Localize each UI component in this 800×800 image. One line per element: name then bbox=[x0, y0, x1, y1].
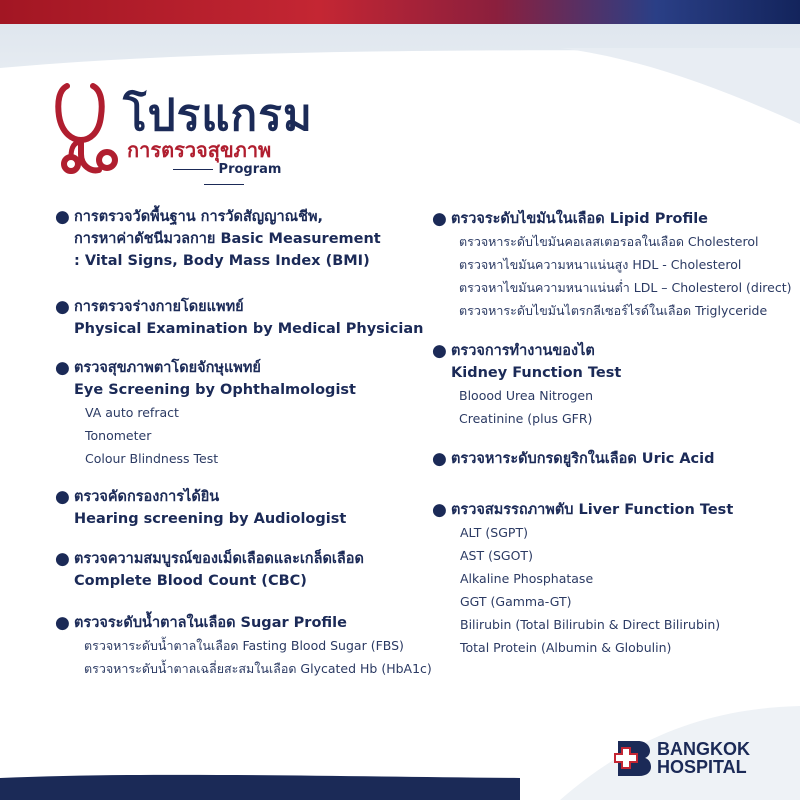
list-item-sugar-profile bbox=[55, 612, 432, 680]
sub-item: ตรวจหาระดับไขมันคอเลสเตอรอลในเลือด Cholesterol bbox=[459, 234, 759, 249]
divider bbox=[173, 169, 213, 170]
item-heading: ตรวจการทำงานของไต bbox=[451, 343, 595, 359]
page-title: โปรแกรม bbox=[123, 90, 313, 141]
item-heading: ตรวจหาระดับกรดยูริกในเลือด Uric Acid bbox=[451, 451, 715, 467]
list-item-physical-exam bbox=[55, 296, 425, 340]
stethoscope-icon bbox=[55, 80, 121, 180]
sub-item: ตรวจหาระดับน้ำตาลเฉลี่ยสะสมในเลือด Glycated Hb (HbA1c) bbox=[84, 661, 432, 676]
sub-item: GGT (Gamma-GT) bbox=[460, 594, 572, 609]
bullet-icon: ● bbox=[55, 297, 70, 317]
list-item-uric-acid bbox=[432, 448, 792, 470]
item-heading: ตรวจสุขภาพตาโดยจักษุแพทย์ bbox=[74, 360, 261, 376]
bullet-icon: ● bbox=[432, 209, 447, 229]
bullet-icon: ● bbox=[55, 487, 70, 507]
page-subtitle: การตรวจสุขภาพ bbox=[127, 138, 272, 162]
item-heading: ตรวจความสมบูรณ์ของเม็ดเลือดและเกล็ดเลือด bbox=[74, 551, 364, 567]
right-column bbox=[432, 206, 792, 659]
program-label-row bbox=[141, 162, 307, 192]
list-item-cbc bbox=[55, 548, 425, 592]
sub-item: VA auto refract bbox=[85, 405, 179, 420]
list-item-basic-measurement bbox=[55, 206, 425, 272]
item-heading: ตรวจระดับไขมันในเลือด Lipid Profile bbox=[451, 211, 708, 227]
item-heading: : Vital Signs, Body Mass Index (BMI) bbox=[74, 253, 370, 269]
bullet-icon: ● bbox=[432, 500, 447, 520]
item-heading: ตรวจคัดกรองการได้ยิน bbox=[74, 489, 220, 505]
sub-item: Alkaline Phosphatase bbox=[460, 571, 594, 586]
item-heading: Physical Examination by Medical Physician bbox=[74, 321, 424, 337]
item-heading: การหาค่าดัชนีมวลกาย Basic Measurement bbox=[74, 231, 381, 247]
bullet-icon: ● bbox=[55, 358, 70, 378]
sub-item: ตรวจหาระดับน้ำตาลในเลือด Fasting Blood Sugar (FBS) bbox=[84, 638, 404, 653]
bangkok-hospital-logo-icon bbox=[614, 739, 652, 777]
program-header bbox=[55, 80, 355, 190]
logo-line-2: HOSPITAL bbox=[657, 757, 747, 777]
item-heading: ตรวจระดับน้ำตาลในเลือด Sugar Profile bbox=[74, 615, 347, 631]
item-heading: Hearing screening by Audiologist bbox=[74, 511, 347, 527]
bullet-icon: ● bbox=[55, 207, 70, 227]
sub-item: ALT (SGPT) bbox=[460, 525, 528, 540]
list-item-liver-function bbox=[432, 499, 792, 659]
list-item-hearing bbox=[55, 486, 425, 530]
sub-item: ตรวจหาไขมันความหนาแน่นต่ำ LDL – Cholesterol (direct) bbox=[459, 280, 792, 295]
sub-item: Bilirubin (Total Bilirubin & Direct Bilirubin) bbox=[460, 617, 721, 632]
sub-item: Bloood Urea Nitrogen bbox=[459, 388, 594, 403]
bullet-icon: ● bbox=[55, 549, 70, 569]
item-heading: การตรวจร่างกายโดยแพทย์ bbox=[74, 299, 244, 315]
sub-item: Creatinine (plus GFR) bbox=[459, 411, 593, 426]
list-item-eye-screening bbox=[55, 357, 425, 470]
program-label: Program bbox=[218, 162, 282, 177]
sub-item: AST (SGOT) bbox=[460, 548, 533, 563]
bullet-icon: ● bbox=[55, 613, 70, 633]
left-column bbox=[55, 206, 432, 680]
item-heading: Eye Screening by Ophthalmologist bbox=[74, 382, 356, 398]
divider bbox=[204, 184, 244, 185]
list-item-kidney bbox=[432, 340, 792, 430]
sub-item: ตรวจหาระดับไขมันไตรกลีเซอร์ไรด์ในเลือด Triglyceride bbox=[459, 303, 768, 318]
sub-item: ตรวจหาไขมันความหนาแน่นสูง HDL - Cholesterol bbox=[459, 257, 742, 272]
logo-line-1: BANGKOK bbox=[657, 739, 750, 759]
item-heading: การตรวจวัดพื้นฐาน การวัดสัญญาณชีพ, bbox=[74, 209, 324, 225]
sub-item: Total Protein (Albumin & Globulin) bbox=[460, 640, 672, 655]
sub-item: Colour Blindness Test bbox=[85, 451, 219, 466]
item-heading: Complete Blood Count (CBC) bbox=[74, 573, 307, 589]
bangkok-hospital-logo bbox=[614, 739, 774, 779]
list-item-lipid-profile bbox=[432, 208, 792, 322]
bullet-icon: ● bbox=[432, 341, 447, 361]
item-heading: ตรวจสมรรถภาพตับ Liver Function Test bbox=[451, 502, 734, 518]
bullet-icon: ● bbox=[432, 449, 447, 469]
logo-wordmark bbox=[657, 740, 750, 776]
sub-item: Tonometer bbox=[85, 428, 152, 443]
top-gradient-bar bbox=[0, 0, 800, 24]
item-heading: Kidney Function Test bbox=[451, 365, 622, 381]
